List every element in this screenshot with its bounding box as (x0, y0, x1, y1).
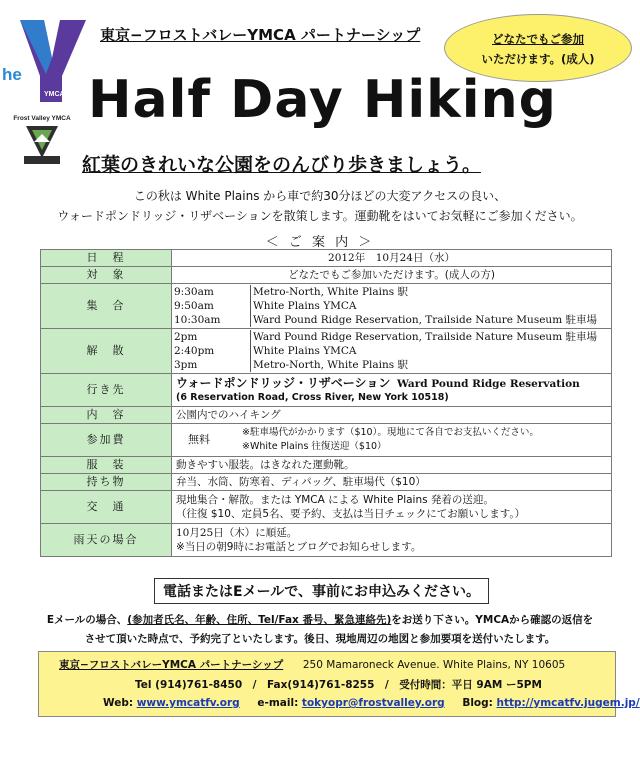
disband-place-1: Ward Pound Ridge Reservation, Trailside Nature Museum 駐車場 (253, 331, 597, 343)
email-link[interactable]: tokyopr@frostvalley.org (301, 697, 445, 709)
bubble-line-1: どなたでもご参加 (492, 32, 584, 46)
email-label: e-mail: (257, 697, 299, 709)
email-info-prefix: Eメールの場合、 (46, 614, 128, 626)
transport-line-2: （往復 $10、定員5名、要予約、支払は当日チェックにてお願いします。） (176, 508, 526, 520)
ymca-logo (0, 18, 88, 104)
rain-line-1: 10月25日（木）に順延。 (176, 527, 298, 539)
target-value: どなたでもご参加いただけます。(成人の方) (172, 267, 612, 284)
intro-text (0, 186, 640, 226)
row-date (41, 250, 612, 267)
gather-time-1: 9:30am (172, 285, 251, 299)
email-instructions (0, 611, 640, 649)
gather-time-2: 9:50am (172, 299, 251, 313)
schedule-row (172, 330, 611, 344)
main-title: Half Day Hiking (88, 70, 557, 130)
contact-prompt: 電話またはEメールで、事前にお申込みください。 (154, 578, 489, 604)
date-label: 日 程 (41, 250, 172, 267)
gather-place-3: Ward Pound Ridge Reservation, Trailside Nature Museum 駐車場 (253, 314, 597, 326)
schedule-row (172, 299, 611, 313)
row-transport (41, 491, 612, 524)
transport-label: 交 通 (41, 491, 172, 524)
destination-label: 行き先 (41, 374, 172, 407)
gather-time-3: 10:30am (172, 313, 251, 327)
row-destination (41, 374, 612, 407)
schedule-row (172, 358, 611, 372)
row-rain (41, 524, 612, 557)
contact-tel: Tel (914)761-8450 / Fax(914)761-8255 / 受付時間：平日 9AM ー5PM (135, 679, 542, 691)
schedule-row (172, 313, 611, 327)
subtitle: 紅葉のきれいな公園をのんびり歩きましょう。 (82, 154, 482, 176)
frost-valley-logo (12, 112, 72, 174)
disband-time-2: 2:40pm (172, 344, 251, 358)
disband-place-3: Metro-North, White Plains 駅 (253, 359, 408, 371)
fee-value: 無料 (188, 433, 210, 446)
contact-address: 250 Mamaroneck Avenue. White Plains, NY 10605 (302, 659, 566, 671)
row-target (41, 267, 612, 284)
info-table (40, 249, 612, 557)
row-disband (41, 329, 612, 374)
intro-line-1: この秋は White Plains から車で約30分ほどの大変アクセスの良い、 (133, 189, 507, 203)
row-content (41, 407, 612, 424)
items-value: 弁当、水筒、防寒着、ディパッグ、駐車場代（$10） (172, 474, 612, 491)
content-value: 公園内でのハイキング (172, 407, 612, 424)
destination-address: (6 Reservation Road, Cross River, New York 10518) (176, 391, 449, 403)
clothing-label: 服 装 (41, 457, 172, 474)
ymca-badge-text: YMCA (44, 91, 65, 98)
email-info-line-2: させて頂いた時点で、予約完了といたします。後日、現地周辺の地図と参加要項を送付いたします。 (84, 633, 556, 645)
frost-valley-logo-text: Frost Valley YMCA (13, 115, 71, 122)
blog-link[interactable]: http://ymcatfv.jugem.jp/ (496, 697, 640, 709)
disband-label: 解 散 (41, 329, 172, 374)
gather-schedule (172, 285, 611, 327)
header-title: 東京−フロストバレーYMCA パートナーシップ (100, 26, 421, 44)
gather-label: 集 合 (41, 284, 172, 329)
row-items (41, 474, 612, 491)
web-label: Web: (103, 697, 134, 709)
contact-box (38, 651, 640, 717)
rain-line-2: ※当日の朝9時にお電話とブログでお知らせします。 (176, 541, 422, 553)
email-info-required: (参加者氏名、年齢、住所、Tel/Fax 番号、緊急連絡先) (127, 614, 392, 626)
row-gather (41, 284, 612, 329)
content-label: 内 容 (41, 407, 172, 424)
email-info-suffix: をお送り下さい。YMCAから確認の返信を (391, 614, 594, 626)
items-label: 持ち物 (41, 474, 172, 491)
gather-place-2: White Plains YMCA (253, 300, 357, 312)
schedule-row (172, 285, 611, 299)
gather-place-1: Metro-North, White Plains 駅 (253, 286, 408, 298)
fee-note-2: ※White Plains 往復送迎（$10） (242, 441, 387, 452)
bubble-line-2: いただけます。(成人) (481, 52, 595, 66)
disband-place-2: White Plains YMCA (253, 345, 357, 357)
destination-value (172, 374, 612, 407)
row-clothing (41, 457, 612, 474)
disband-schedule (172, 330, 611, 372)
transport-line-1: 現地集合・解散。または YMCA による White Plains 発着の送迎。 (176, 494, 494, 506)
destination-name-jp: ウォードポンドリッジ・リザベーション (176, 375, 391, 390)
fee-note-1: ※駐車場代がかかります（$10）。現地にて各自でお支払いください。 (242, 427, 539, 438)
disband-time-1: 2pm (172, 330, 251, 344)
intro-line-2: ウォードポンドリッジ・リザベーションを散策します。運動靴をはいてお気軽にご参加ください。 (57, 209, 583, 223)
contact-org: 東京−フロストバレーYMCA パートナーシップ (59, 659, 284, 671)
disband-time-3: 3pm (172, 358, 251, 372)
destination-name-en: Ward Pound Ridge Reservation (397, 377, 580, 390)
ymca-logo-text: he (2, 65, 22, 84)
rain-label: 雨天の場合 (41, 524, 172, 557)
date-value: 2012年 10月24日（水） (172, 250, 612, 267)
row-fee (41, 424, 612, 457)
clothing-value: 動きやすい服装。はきなれた運動靴。 (172, 457, 612, 474)
schedule-row (172, 344, 611, 358)
target-label: 対 象 (41, 267, 172, 284)
fee-label: 参加費 (41, 424, 172, 457)
web-link[interactable]: www.ymcatfv.org (136, 697, 240, 709)
guide-heading: ＜ ご 案 内 ＞ (265, 235, 375, 250)
blog-label: Blog: (462, 697, 493, 709)
